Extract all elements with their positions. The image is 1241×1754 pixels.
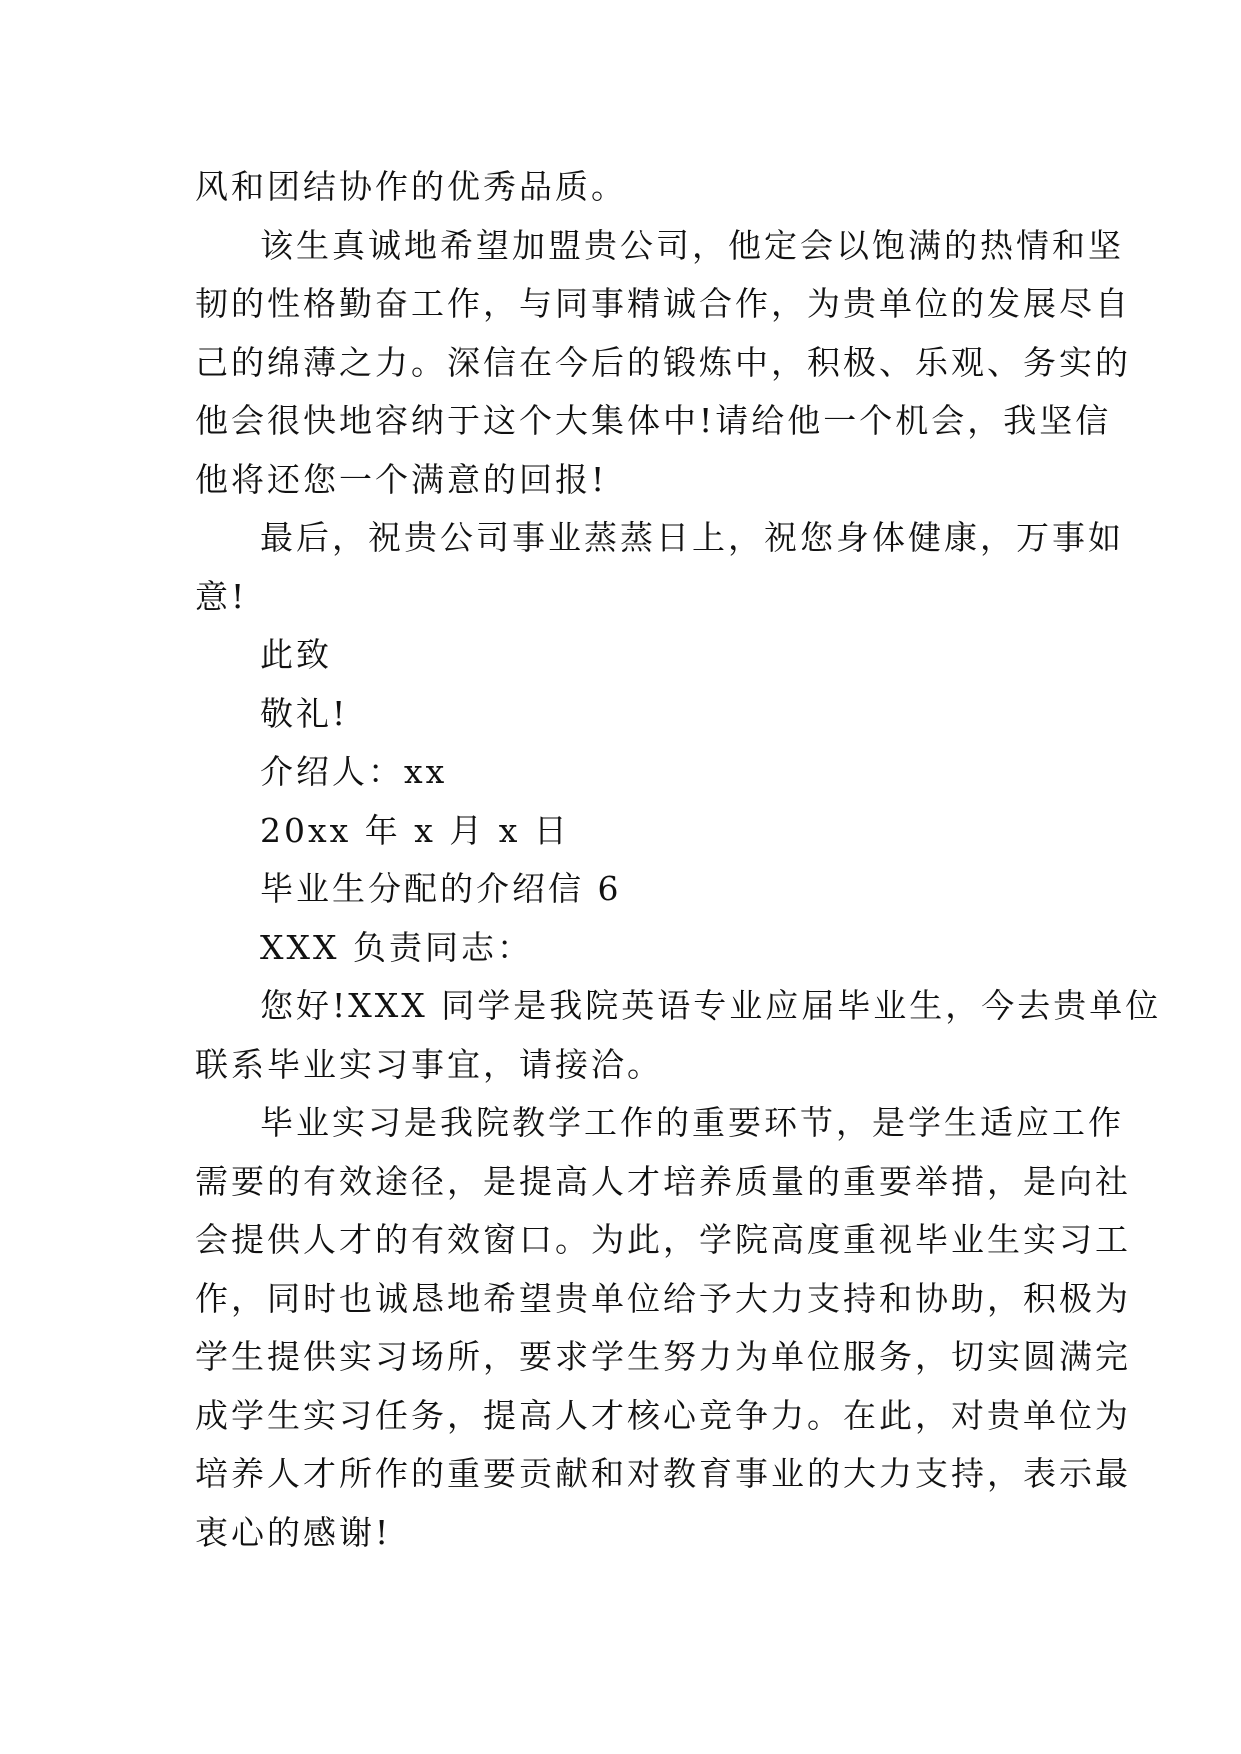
text-line: 风和团结协作的优秀品质。	[195, 167, 627, 206]
text-line: 您好!XXX 同学是我院英语专业应届毕业生，今去贵单位	[260, 986, 1162, 1025]
text-line: 会提供人才的有效窗口。为此，学院高度重视毕业生实习工	[195, 1220, 1131, 1259]
text-line: 衷心的感谢!	[195, 1512, 392, 1552]
text-line: XXX 负责同志：	[260, 927, 533, 967]
text-line: 己的绵薄之力。深信在今后的锻炼中，积极、乐观、务实的	[195, 342, 1131, 382]
letter-body	[195, 158, 1162, 1562]
text-line: 成学生实习任务，提高人才核心竞争力。在此，对贵单位为	[195, 1395, 1131, 1435]
text-line: 韧的性格勤奋工作，与同事精诚合作，为贵单位的发展尽自	[195, 284, 1131, 323]
text-line: 20xx 年 x 月 x 日	[260, 810, 570, 850]
text-line: 介绍人：xx	[260, 752, 448, 791]
text-line: 毕业生分配的介绍信 6	[260, 869, 622, 908]
text-line: 他会很快地容纳于这个大集体中!请给他一个机会，我坚信	[195, 401, 1112, 440]
text-line: 敬礼!	[260, 693, 349, 733]
text-line: 意!	[195, 576, 248, 616]
text-line: 需要的有效途径，是提高人才培养质量的重要举措，是向社	[195, 1161, 1131, 1201]
text-line: 毕业实习是我院教学工作的重要环节，是学生适应工作	[260, 1103, 1124, 1142]
text-line: 学生提供实习场所，要求学生努力为单位服务，切实圆满完	[195, 1337, 1131, 1376]
text-line: 联系毕业实习事宜，请接洽。	[195, 1044, 663, 1084]
text-line: 培养人才所作的重要贡献和对教育事业的大力支持，表示最	[195, 1454, 1131, 1493]
text-line: 他将还您一个满意的回报!	[195, 459, 608, 499]
text-line: 该生真诚地希望加盟贵公司，他定会以饱满的热情和坚	[260, 225, 1124, 265]
text-line: 此致	[260, 635, 332, 674]
text-line: 最后，祝贵公司事业蒸蒸日上，祝您身体健康，万事如	[260, 518, 1124, 557]
text-line: 作，同时也诚恳地希望贵单位给予大力支持和协助，积极为	[195, 1278, 1131, 1318]
